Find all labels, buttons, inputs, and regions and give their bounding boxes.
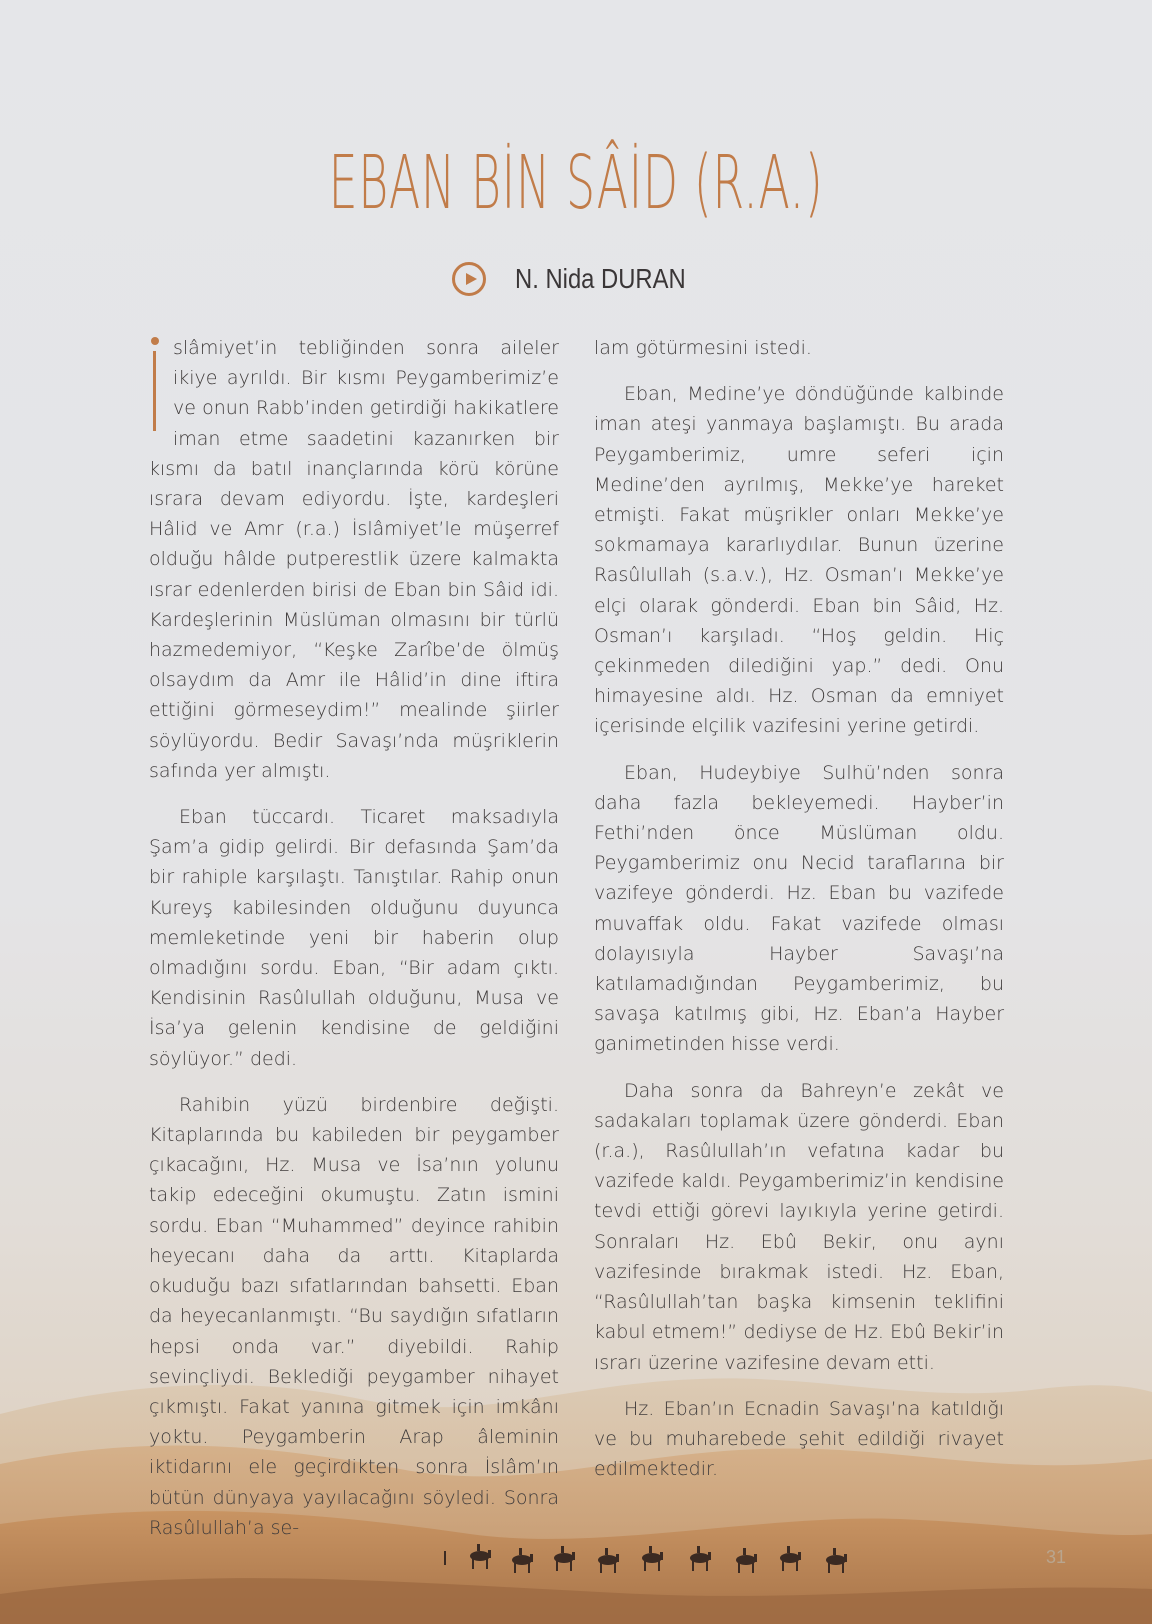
paragraph: Rahibin yüzü birdenbire değişti. Kitaplarında bu kabileden bir peygamber çıkacağını, Hz. Musa ve İsa’nın yolunu takip edeceğini okumuştu. Zatın ismini sordu. Eban “Muhammed” deyince rahibin heyecanı daha da arttı. Kitaplarda okuduğu bazı sıfatlarından bahsetti. Eban da heyecanlanmıştı. “Bu saydığın sıfatların hepsi onda var.” diyebildi. Rahip sevinçliydi. Beklediği peygamber nihayet çıkmıştı. Fakat yanına gitmek için imkânı yoktu. Peygamberin Arap âleminin iktidarını ele geçirdikten sonra İslâm’ın bütün dünyaya yayılacağını söyledi. Sonra Rasûlullah’a se- <box>149 1093 559 1539</box>
byline <box>0 262 1152 296</box>
paragraph: Eban, Medine’ye döndüğünde kalbinde iman ateşi yanmaya başlamıştı. Bu arada Peygamberimiz, umre seferi için Medine’den ayrılmış, Mekke’ye hareket etmişti. Fakat müşrikler onları Mekke’ye sokmamaya kararlıydılar. Bunun üzerine Rasûlullah (s.a.v.), Hz. Osman’ı Mekke’ye elçi olarak gönderdi. Eban bin Sâid, Hz. Osman’ı karşıladı. “Hoş geldin. Hiç çekinmeden dilediğini yap.” dedi. Onu himayesine aldı. Hz. Osman da emniyet içerisinde elçilik vazifesini yerine getirdi. <box>594 383 1004 738</box>
paragraph: Eban, Hudeybiye Sulhü’nden sonra daha fazla bekleyemedi. Hayber’in Fethi’nden önce Müslüman oldu. Peygamberimiz onu Necid taraflarına bir vazifeye gönderdi. Hz. Eban bu vazifede muvaffak oldu. Fakat vazifede olması dolayısıyla Hayber Savaşı’na katılamadığından Peygamberimiz, bu savaşa katılmış gibi, Hz. Eban’a Hayber ganimetinden hisse verdi. <box>594 761 1004 1056</box>
article-column-right <box>594 333 1004 1500</box>
play-circle-icon <box>452 262 486 296</box>
paragraph: Eban tüccardı. Ticaret maksadıyla Şam’a gidip gelirdi. Bir defasında Şam’da bir rahiple karşılaştı. Tanıştılar. Rahip onun Kureyş kabilesinden olduğunu duyunca memleketinde yeni bir haberin olup olmadığını sordu. Eban, “Bir adam çıktı. Kendisinin Rasûlullah olduğunu, Musa ve İsa’ya gelenin kendisine de geldiğini söylüyor.” dedi. <box>149 806 559 1070</box>
page-number: 31 <box>1045 1547 1066 1567</box>
article-title: EBAN BİN SÂİD (R.A.) <box>328 140 824 226</box>
article-column-left <box>149 333 559 1559</box>
author-name: N. Nida DURAN <box>514 263 686 294</box>
paragraph: Hz. Eban’ın Ecnadin Savaşı’na katıldığı ve bu muharebede şehit edildiği rivayet edilmektedir. <box>594 1397 1004 1481</box>
paragraph: lam götürmesini istedi. <box>594 337 812 359</box>
paragraph: Daha sonra da Bahreyn’e zekât ve sadakaları toplamak üzere gönderdi. Eban (r.a.), Rasûlullah’ın vefatına kadar bu vazifede kaldı. Peygamberimiz’in kendisine tevdi ettiği görevi layıkıyla yerine getirdi. Sonraları Hz. Ebû Bekir, onu aynı vazifesinde bırakmak istedi. Hz. Eban, “Rasûlullah’tan başka kimsenin teklifini kabul etmem!” dediyse de Hz. Ebû Bekir’in ısrarı üzerine vazifesine devam etti. <box>594 1079 1004 1374</box>
paragraph: slâmiyet’in tebliğinden sonra aileler ikiye ayrıldı. Bir kısmı Peygamberimiz’e ve onun Rabb’inden getirdiği hakikatlere iman etme saadetini kazanırken bir kısmı da batıl inançlarında körü körüne ısrara devam ediyordu. İşte, kardeşleri Hâlid ve Amr (r.a.) İslâmiyet’le müşerref olduğu hâlde putperestlik üzere kalmakta ısrar edenlerden birisi de Eban bin Sâid idi. Kardeşlerinin Müslüman olmasını bir türlü hazmedemiyor, “Keşke Zarîbe’de ölmüş olsaydım da Amr ile Hâlid’in dine iftira ettiğini görmeseydim!” mealinde şiirler söylüyordu. Bedir Savaşı’nda müşriklerin safında yer almıştı. <box>149 337 559 782</box>
dropcap <box>149 337 163 431</box>
